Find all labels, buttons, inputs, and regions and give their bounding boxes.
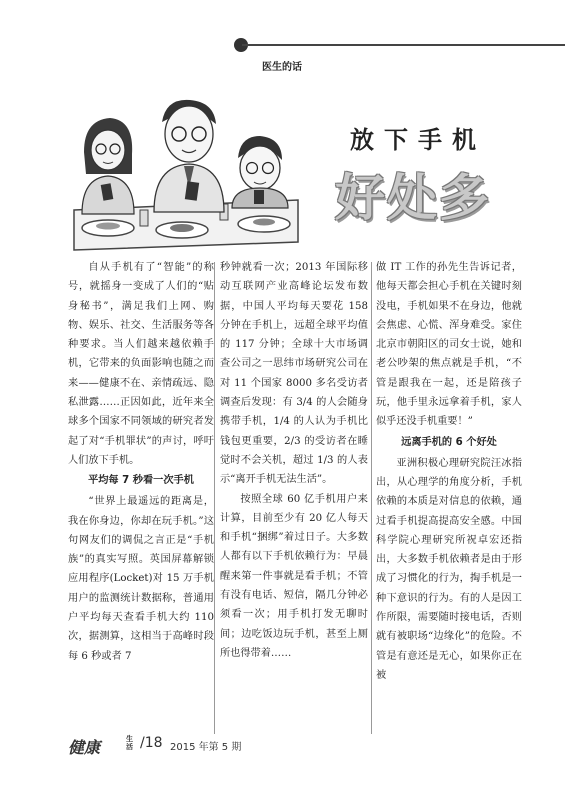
text-column-1 bbox=[68, 258, 214, 666]
column-divider bbox=[214, 262, 215, 734]
page-number: /18 bbox=[140, 735, 163, 751]
paragraph: 自从手机有了“智能”的称号，就摇身一变成了人们的“贴身秘书”，满足我们上网、购物、娱乐、社交、生活服务等各种要求。当人们越来越依赖手机，它带来的负面影响也随之而来——健康不在、亲情疏远、隐私泄露……正因如此，近年来全球多个国家不同领域的研究者发起了对“手机罪状”的声讨，呼吁人们放下手机。 bbox=[68, 262, 214, 466]
title-line-1: 放下手机 bbox=[350, 125, 486, 154]
paragraph: 秒钟就看一次；2013 年国际移动互联网产业高峰论坛发布数据，中国人平均每天要花 158 分钟在手机上，远超全球平均值的 117 分钟；全球十大市场调查公司之一思纬市场研究公司在对 11 个国家 8000 多名受访者调查后发现：有 3/4 的人会随身携带手机，1/4 的人认为手机比钱包更重要，2/3 的受访者在睡觉时不会关机，超过 1/3 的人表示“离开手机无法生活”。 bbox=[220, 262, 368, 486]
text-column-2 bbox=[220, 258, 368, 663]
magazine-logo: 健康 bbox=[68, 738, 101, 757]
magazine-logo-sub: 生活 bbox=[126, 735, 133, 751]
section-heading: 远离手机的 6 个好处 bbox=[401, 436, 497, 448]
family-phones-illustration bbox=[70, 92, 302, 252]
section-heading: 平均每 7 秒看一次手机 bbox=[88, 475, 194, 487]
header-rule bbox=[242, 44, 565, 46]
text-column-3 bbox=[376, 258, 522, 685]
paragraph: 按照全球 60 亿手机用户来计算，目前至少有 20 亿人每天和手机“捆绑”着过日子。大多数人都有以下手机依赖行为：早晨醒来第一件事就是看手机；不管有没有电话、短信，隔几分钟必须看一次；用手机打发无聊时间；边吃饭边玩手机，甚至上厕所也得带着…… bbox=[220, 493, 368, 659]
issue-label: 2015 年第 5 期 bbox=[170, 742, 242, 753]
column-divider bbox=[371, 262, 372, 734]
paragraph: 做 IT 工作的孙先生告诉记者，他每天都会担心手机在关键时刻没电，手机如果不在身边，他就会焦虑、心慌、浑身难受。家住北京市朝阳区的司女士说，她和老公吵架的焦点就是手机，“不管是跟我在一起，还是陪孩子玩，他手里永远拿着手机，家人似乎还没手机重要！” bbox=[376, 262, 522, 428]
paragraph: 亚洲积极心理研究院汪冰指出，从心理学的角度分析，手机依赖的本质是对信息的依赖，通过看手机提高提高安全感。中国科学院心理研究所祝卓宏还指出，大多数手机依赖者是由于形成了习惯化的行为，掏手机是一种下意识的行为。有的人是因工作所限，需要随时接电话，否则就有被职场“边缘化”的危险。不管是有意还是无心，如果你正在被 bbox=[376, 457, 522, 681]
section-label: 医生的话 bbox=[262, 62, 302, 73]
paragraph: “世界上最遥远的距离是，我在你身边，你却在玩手机。”这句网友们的调侃之言正是“手机族”的真实写照。英国屏幕解锁应用程序(Locket)对 15 万手机用户的监测统计数据称，普通用户平均每天查看手机大约 110 次，据测算，这相当于高峰时段每 6 秒或者 7 bbox=[68, 496, 214, 662]
title-line-2: 好处多 bbox=[335, 169, 491, 227]
